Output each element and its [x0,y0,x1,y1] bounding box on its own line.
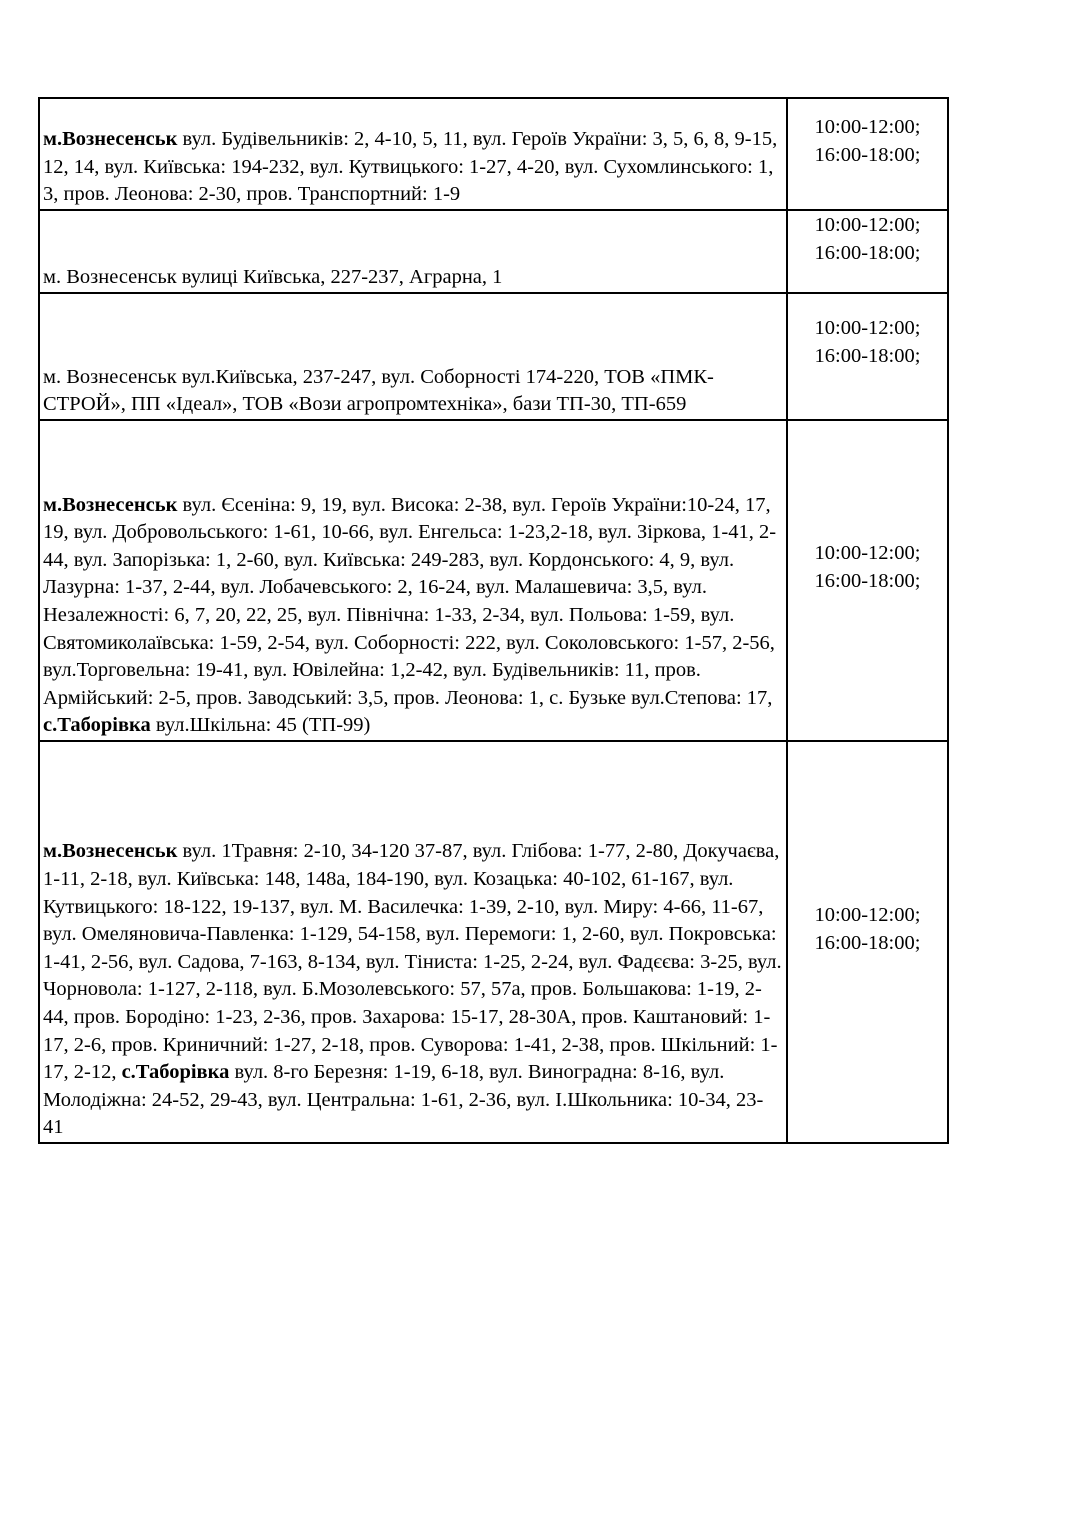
address-cell [39,293,787,420]
address-text: м. Вознесенськ вулиці Київська, 227-237, Аграрна, 1 [43,266,503,289]
time-slot-afternoon: 16:00-18:00; [814,242,921,264]
city-name-bold: м.Вознесенськ [43,128,178,151]
address-cell [39,210,787,293]
time-cell [787,210,948,293]
time-cell [787,293,948,420]
time-slot-morning: 10:00-12:00; [814,904,921,926]
address-text: м. Вознесенськ вул.Київська, 237-247, вул. Соборності 174-220, ТОВ «ПМК-СТРОЙ», ПП «Ідеал», ТОВ «Вози агропромтехніка», бази ТП-30, ТП-659 [43,365,714,416]
time-slot-afternoon: 16:00-18:00; [814,932,921,954]
time-cell [787,98,948,210]
time-slot-afternoon: 16:00-18:00; [814,570,921,592]
address-text: м.Вознесенськ вул. Єсеніна: 9, 19, вул. Висока: 2-38, вул. Героїв України:10-24, 17, 19, вул. Добровольського: 1-61, 10-66, вул. Енгельса: 1-23,2-18, вул. Зіркова, 1-41, 2-44, вул. Запорізька: 1, 2-60, вул. Київська: 249-283, вул. Кордонського: 4, 9, вул. Лазурна: 1-37, 2-44, вул. Лобачевського: 2, 16-24, вул. Малашевича: 3,5, вул. Незалежності: 6, 7, 20, 22, 25, вул. Північна: 1-33, 2-34, вул. Польова: 1-59, вул. Святомиколаївська: 1-59, 2-54, вул. Соборності: 222, вул. Соколовського: 1-57, 2-56, вул.Торговельна: 19-41, вул. Ювілейна: 1,2-42, вул. Будівельників: 11, пров. Армійський: 2-5, пров. Заводський: 3,5, пров. Леонова: 1, с. Бузьке вул.Степова: 17, с.Таборівка вул.Шкільна: 45 (ТП-99) [43,493,777,737]
table-row [39,210,948,293]
address-text: м.Вознесенськ вул. Будівельників: 2, 4-10, 5, 11, вул. Героїв України: 3, 5, 6, 8, 9-15, 12, 14, вул. Київська: 194-232, вул. Кутвицького: 1-27, 4-20, вул. Сухомлинського: 1, 3, пров. Леонова: 2-30, пров. Транспортний: 1-9 [43,128,778,206]
time-cell [787,420,948,741]
time-slot-morning: 10:00-12:00; [814,317,921,339]
time-slot-afternoon: 16:00-18:00; [814,345,921,367]
table-row [39,741,948,1143]
time-slot-morning: 10:00-12:00; [814,116,921,138]
address-cell [39,420,787,741]
address-cell [39,741,787,1143]
table-row [39,420,948,741]
village-name-bold: с.Таборівка [121,1061,230,1084]
time-cell [787,741,948,1143]
address-cell [39,98,787,210]
time-slot-morning: 10:00-12:00; [814,542,921,564]
table-row [39,293,948,420]
city-name-bold: м.Вознесенськ [43,840,178,863]
time-slot-morning: 10:00-12:00; [814,214,921,236]
table-row [39,98,948,210]
outage-schedule-table [38,97,949,1144]
city-name-bold: м.Вознесенськ [43,493,178,516]
village-name-bold: с.Таборівка [43,714,151,737]
time-slot-afternoon: 16:00-18:00; [814,144,921,166]
address-text: м.Вознесенськ вул. 1Травня: 2-10, 34-120 37-87, вул. Глібова: 1-77, 2-80, Докучаєва, 1-11, 2-18, вул. Київська: 148, 148а, 184-190, вул. Козацька: 40-102, 61-167, вул. Кутвицького: 18-122, 19-137, вул. М. Василечка: 1-39, 2-10, вул. Миру: 4-66, 11-67, вул. Омеляновича-Павленка: 1-129, 54-158, вул. Перемоги: 1, 2-60, вул. Покровська: 1-41, 2-56, вул. Садова, 7-163, 8-134, вул. Тіниста: 1-25, 2-24, вул. Фадєєва: 3-25, вул. Чорновола: 1-127, 2-118, вул. Б.Мозолевського: 57, 57а, пров. Большакова: 1-19, 2-44, пров. Бородіно: 1-23, 2-36, пров. Захарова: 15-17, 28-30А, пров. Каштановий: 1-17, 2-6, пров. Криничний: 1-27, 2-18, пров. Суворова: 1-41, 2-38, пров. Шкільний: 1-17, 2-12, с.Таборівка вул. 8-го Березня: 1-19, 6-18, вул. Виноградна: 8-16, вул. Молодіжна: 24-52, 29-43, вул. Центральна: 1-61, 2-36, вул. І.Школьника: 10-34, 23-41 [43,840,782,1139]
